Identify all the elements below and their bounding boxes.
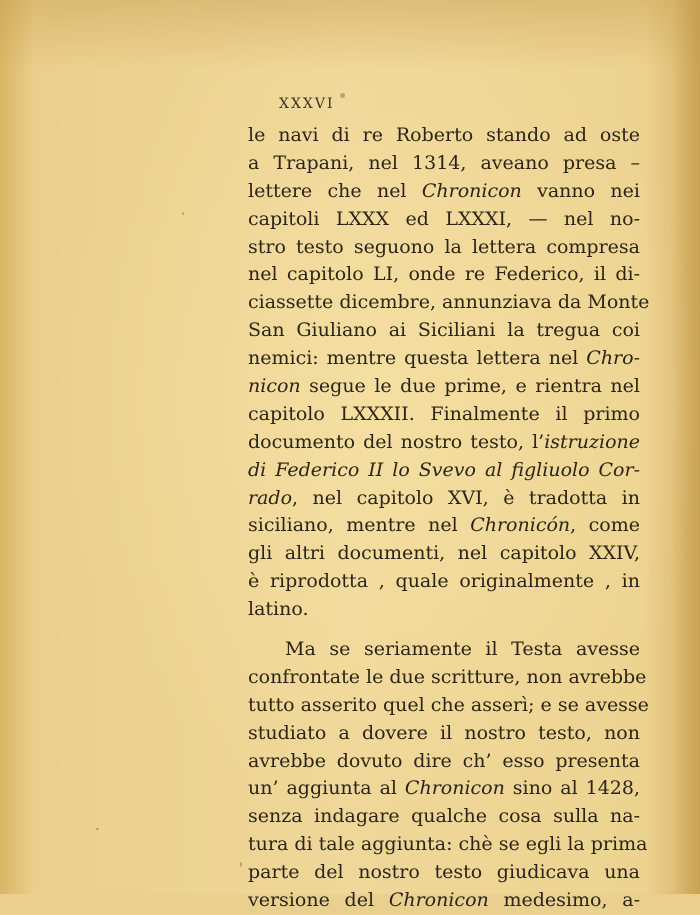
italic-text: istruzione [544,430,640,453]
text-line [248,540,640,568]
text-segment: documento del nostro testo, l’ [248,430,545,453]
text-segment: lettere che nel [248,179,422,202]
text-line [248,401,640,429]
text-segment: confrontate le due scritture, non avrebbe [248,665,647,688]
text-line [248,373,640,401]
text-line [248,345,640,373]
page-right-shadow [672,0,700,894]
text-line [248,485,640,513]
text-segment: capitolo LXXXII. Finalmente il primo [248,402,640,425]
paper-speck [96,828,99,830]
text-line [248,457,640,485]
paragraph-2 [248,636,649,915]
text-line [248,512,640,540]
text-segment: nel capitolo LI, onde re Federico, il di- [248,263,640,286]
text-line [248,720,640,748]
text-line [248,596,640,624]
italic-text: rado [248,486,293,509]
italic-text: Chro- [586,347,640,370]
text-segment: studiato a dovere il nostro testo, non [248,721,640,744]
text-segment: sino al 1428, [504,777,640,800]
paper-speck [340,93,345,98]
text-line [248,150,640,178]
text-segment: gli altri documenti, nel capitolo XXIV, [248,542,640,565]
text-line [248,429,640,457]
text-line [248,261,640,289]
text-segment: siciliano, mentre nel [248,514,471,537]
text-segment: medesimo, a- [488,889,640,912]
text-line [248,887,640,915]
text-line [248,664,647,692]
text-segment: capitoli LXXX ed LXXXI, — nel no- [248,207,640,230]
text-segment: a Trapani, nel 1314, aveano presa – [248,151,640,174]
text-line [248,317,640,345]
text-segment: stro testo seguono la lettera compresa [248,235,640,258]
paper-speck [240,862,242,867]
text-segment: , come [570,514,640,537]
page-number: XXXVI [279,96,335,112]
paper-speck [182,212,184,215]
text-segment: senza indagare qualche cosa sulla na- [248,805,640,828]
page-top-shadow [0,0,700,70]
text-segment: latino. [248,598,309,621]
text-segment: tutto asserito quel che asserì; e se avesse [248,693,649,716]
italic-text: Chronicon [404,777,505,800]
paragraph-break [248,624,640,636]
text-line [248,234,640,262]
text-segment: Ma se seriamente il Testa avesse [285,638,640,661]
text-line [248,748,640,776]
italic-text: di Federico II lo Svevo al figliuolo Cor- [248,458,640,481]
text-line [248,803,640,831]
italic-text: Chronicon [388,889,489,912]
text-segment: vanno nei [521,179,640,202]
text-line [248,636,640,664]
text-segment: , nel capitolo XVI, è tradotta in [292,486,640,509]
text-segment: è riprodotta , quale originalmente , in [248,570,640,593]
text-segment: versione del [248,889,389,912]
italic-text: Chronicon [421,179,522,202]
text-segment: San Giuliano ai Siciliani la tregua coi [248,319,640,342]
italic-text: nicon [248,375,301,398]
text-line [248,178,640,206]
text-segment: nemici: mentre questa lettera nel [248,347,587,370]
text-line [248,289,650,317]
text-line [248,775,640,803]
body-text [248,122,650,915]
text-line [248,568,640,596]
text-segment: segue le due prime, e rientra nel [300,375,640,398]
text-segment: un’ aggiunta al [248,777,405,800]
text-segment: avrebbe dovuto dire ch’ esso presenta [248,749,640,772]
text-line [248,692,649,720]
text-segment: le navi di re Roberto stando ad oste [248,124,640,146]
text-segment: parte del nostro testo giudicava una [248,861,640,884]
text-segment: ciassette dicembre, annunziava da Monte [248,291,650,314]
text-line [248,206,640,234]
text-line [248,122,640,150]
text-line [248,859,640,887]
text-segment: tura di tale aggiunta: chè se egli la prima [248,833,648,856]
italic-text: Chronicón [470,514,571,537]
paragraph-1 [248,122,650,624]
text-line [248,831,648,859]
